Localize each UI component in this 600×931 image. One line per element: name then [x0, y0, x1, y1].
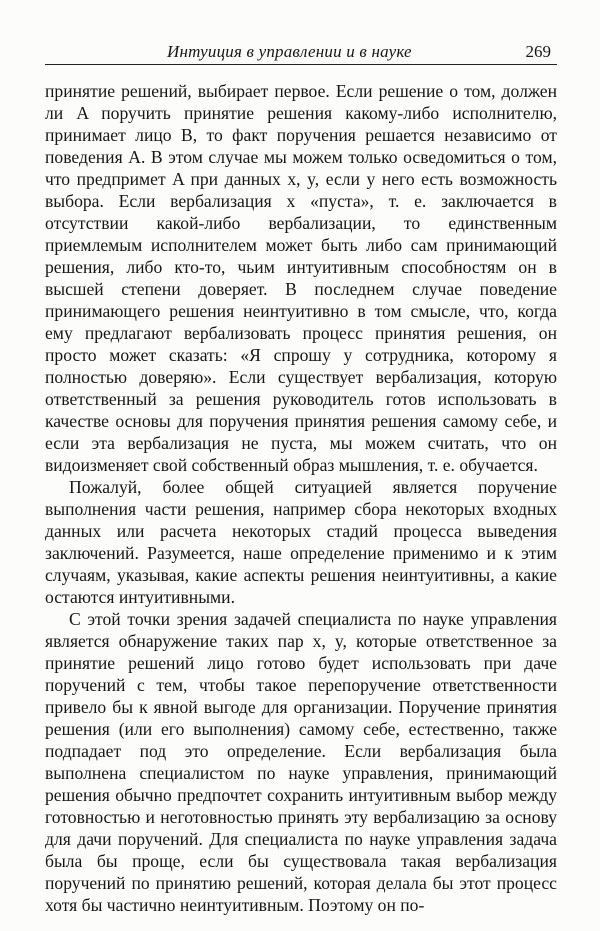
- page-number: 269: [525, 42, 551, 61]
- paragraph-3: С этой точки зрения задачей специалиста по науке управления является обнаружение таких пар x, y, которые ответственное за принятие решений лицо готово будет использовать при даче поручений с тем, чтобы такое перепоручение ответственности привело бы к явной выгоде для организации. Поручение принятия решения (или его выполнения) самому себе, естественно, также подпадает под это определение. Если вербализация была выполнена специалистом по науке управления, принимающий решения обычно предпочтет сохранить интуитивным выбор между готовностью и неготовностью принять эту вербализацию за основу для дачи поручений. Для специалиста по науке управления задача была бы проще, если бы существовала такая вербализация поручений по принятию решений, которая делала бы этот процесс хотя бы частично неинтуитивным. Поэтому он по-: [45, 609, 557, 915]
- running-title: Интуиция в управлении и в науке: [167, 42, 412, 61]
- paragraph-2: Пожалуй, более общей ситуацией является поручение выполнения части решения, например сбора некоторых входных данных или расчета некоторых стадий процесса выведения заключений. Разумеется, наше определение применимо и к этим случаям, указывая, какие аспекты решения неинтуитивны, а какие остаются интуитивными.: [45, 477, 557, 607]
- paragraph-1: принятие решений, выбирает первое. Если решение о том, должен ли A поручить принятие решения какому-либо исполнителю, принимает лицо B, то факт поручения решается независимо от поведения A. В этом случае мы можем только осведомиться о том, что предпримет A при данных x, y, если у него есть возможность выбора. Если вербализация x «пуста», т. е. заключается в отсутствии какой-либо вербализации, то единственным приемлемым исполнителем может быть либо сам принимающий решения, либо кто-то, чьим интуитивным способностям он в высшей степени доверяет. В последнем случае поведение принимающего решения неинтуитивно в том смысле, что, когда ему предлагают вербализовать процесс принятия решения, он просто может сказать: «Я спрошу у сотрудника, которому я полностью доверяю». Если существует вербализация, которую ответственный за решения руководитель готов использовать в качестве основы для поручения принятия решения самому себе, и если эта вербализация не пуста, мы можем считать, что он видоизменяет свой собственный образ мышления, т. е. обучается.: [45, 81, 557, 475]
- running-header: [45, 42, 557, 65]
- body-text: [45, 80, 557, 916]
